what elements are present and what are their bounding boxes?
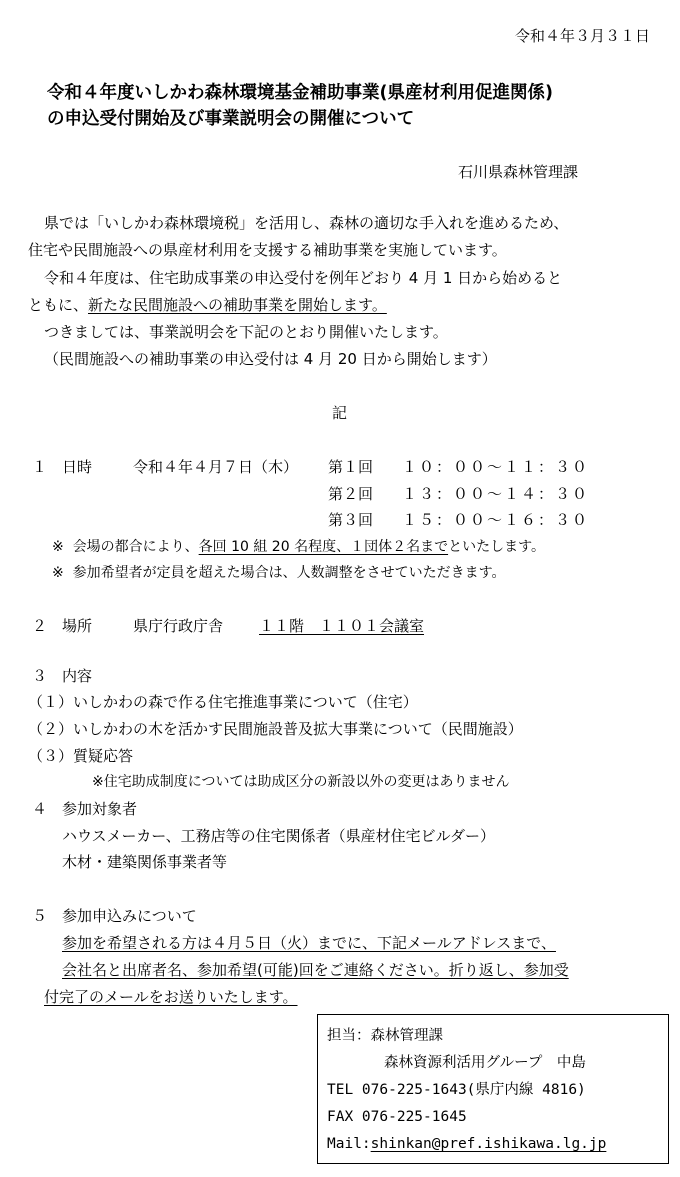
note1-mark: ※ — [52, 539, 64, 555]
section3-item-2: （２）いしかわの木を活かす民間施設普及拡大事業について（民間施設） — [28, 720, 523, 738]
intro-paragraph2-text: ともに、 — [28, 296, 89, 314]
session-3-name: 第３回 — [328, 511, 374, 529]
contact-mail — [327, 1134, 606, 1154]
section1-note2 — [52, 563, 506, 583]
document-date: 令和４年３月３１日 — [514, 27, 650, 45]
intro-paragraph2-line1: 令和４年度は、住宅助成事業の申込受付を例年どおり 4 月 1 日から始めると — [44, 269, 563, 287]
section3-note: ※住宅助成制度については助成区分の新設以外の変更はありません — [92, 774, 510, 790]
session-1-time: １０：００～１１：３０ — [402, 458, 590, 476]
section1-label: 日時 — [62, 458, 93, 476]
section4-number: ４ — [32, 800, 48, 818]
note1-capacity-underlined: 各回 10 組 20 名程度、１団体２名まで — [198, 539, 449, 555]
intro-paragraph4: （民間施設への補助事業の申込受付は 4 月 20 日から開始します） — [44, 350, 497, 368]
section2-number: ２ — [32, 617, 48, 635]
session-2-time: １３：００～１４：３０ — [402, 485, 590, 503]
contact-group: 森林資源利活用グループ 中島 — [384, 1055, 586, 1071]
section4-label: 参加対象者 — [62, 800, 138, 818]
section1-date: 令和４年４月７日（木） — [133, 458, 299, 476]
contact-box — [317, 1014, 669, 1164]
section2-label: 場所 — [62, 617, 93, 635]
note2-text: 参加希望者が定員を超えた場合は、人数調整をさせていただきます。 — [72, 565, 506, 581]
section4-line-2: 木材・建築関係事業者等 — [62, 853, 228, 871]
section5-line-1: 参加を希望される方は４月５日（火）までに、下記メールアドレスまで、 — [62, 934, 556, 952]
session-1-name: 第１回 — [328, 458, 374, 476]
intro-paragraph3: つきましては、事業説明会を下記のとおり開催いたします。 — [44, 323, 448, 341]
section3-item-1: （１）いしかわの森で作る住宅推進事業について（住宅） — [28, 693, 418, 711]
section3-item-3: （３）質疑応答 — [28, 747, 134, 765]
section5-label: 参加申込みについて — [62, 907, 197, 925]
contact-tel: TEL 076-225-1643(県庁内線 4816) — [327, 1082, 586, 1098]
intro-paragraph1-line1: 県では「いしかわ森林環境税」を活用し、森林の適切な手入れを進めるため、 — [44, 214, 569, 232]
session-2-name: 第２回 — [328, 485, 374, 503]
section4-line-1: ハウスメーカー、工務店等の住宅関係者（県産材住宅ビルダー） — [62, 827, 496, 845]
document-title-line1: 令和４年度いしかわ森林環境基金補助事業(県産材利用促進関係) — [47, 83, 553, 103]
section5-number: ５ — [32, 907, 48, 925]
intro-paragraph2-line2 — [28, 295, 387, 315]
mail-address-link[interactable]: shinkan@pref.ishikawa.lg.jp — [370, 1136, 607, 1152]
note1-text-a: 会場の都合により、 — [72, 539, 199, 555]
session-3-time: １５：００～１６：３０ — [402, 511, 590, 529]
section5-line-3: 付完了のメールをお送りいたします。 — [44, 988, 298, 1006]
section3-number: ３ — [32, 667, 48, 685]
ki-heading: 記 — [332, 404, 348, 422]
intro-new-program-underlined: 新たな民間施設への補助事業を開始します。 — [88, 296, 387, 314]
section1-number: １ — [32, 458, 48, 476]
contact-label: 担当：森林管理課 — [327, 1028, 443, 1044]
section1-note1 — [52, 537, 545, 557]
section5-line-2: 会社名と出席者名、参加希望(可能)回をご連絡ください。折り返し、参加受 — [62, 961, 569, 979]
document-title-line2: の申込受付開始及び事業説明会の開催について — [47, 109, 415, 129]
issuer: 石川県森林管理課 — [458, 163, 579, 181]
section2-building: 県庁行政庁舎 — [133, 617, 224, 635]
note1-text-b: といたします。 — [448, 539, 545, 555]
intro-paragraph1-line2: 住宅や民間施設への県産材利用を支援する補助事業を実施しています。 — [28, 241, 507, 259]
mail-label: Mail: — [327, 1136, 371, 1152]
note2-mark: ※ — [52, 565, 64, 581]
contact-fax: FAX 076-225-1645 — [327, 1109, 467, 1125]
section3-label: 内容 — [62, 667, 93, 685]
section2-room-underlined: １１階 １１０１会議室 — [259, 617, 425, 635]
